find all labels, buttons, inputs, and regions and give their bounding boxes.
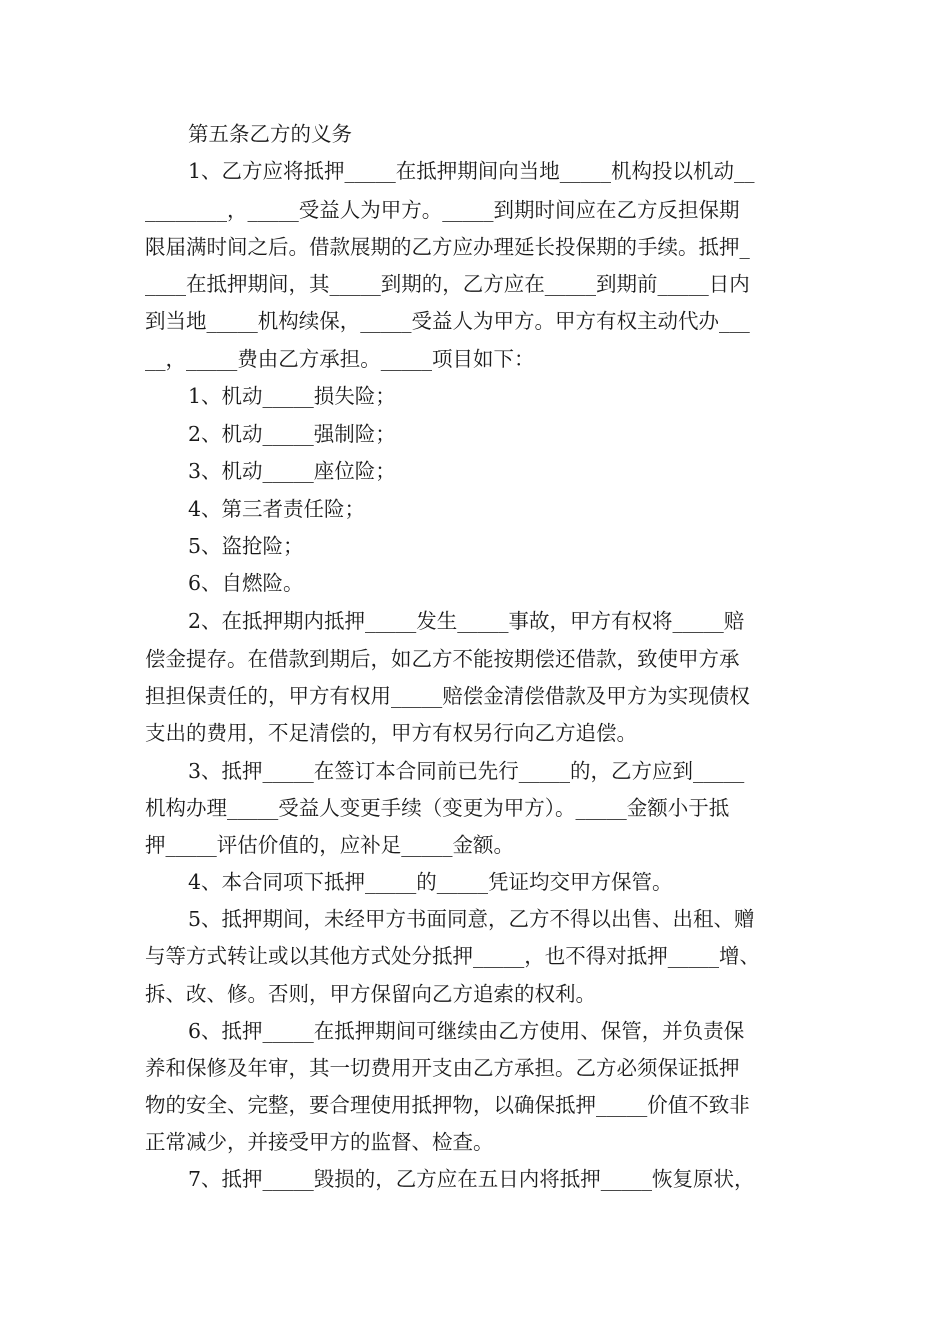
text-line: 机构办理_____受益人变更手续（变更为甲方）。_____金额小于抵: [145, 796, 730, 820]
text-line: 6、抵押_____在抵押期间可继续由乙方使用、保管，并负责保: [188, 1019, 745, 1043]
text-line: 与等方式转让或以其他方式处分抵押_____，也不得对抵押_____增、: [145, 944, 760, 968]
text-line: 支出的费用，不足清偿的，甲方有权另行向乙方追偿。: [145, 721, 637, 745]
list-item: 3、机动_____座位险；: [188, 459, 396, 483]
text-line: 限届满时间之后。借款展期的乙方应办理延长投保期的手续。抵押_: [145, 235, 750, 259]
text-line: 押_____评估价值的，应补足_____金额。: [145, 833, 514, 857]
text-line: 5、抵押期间，未经甲方书面同意，乙方不得以出售、出租、赠: [188, 907, 755, 931]
list-item: 2、机动_____强制险；: [188, 422, 396, 446]
text-line: 3、抵押_____在签订本合同前已先行_____的，乙方应到_____: [188, 759, 745, 783]
text-line: 偿金提存。在借款到期后，如乙方不能按期偿还借款，致使甲方承: [145, 647, 740, 671]
list-item: 5、盗抢险；: [188, 534, 304, 558]
text-line: 1、乙方应将抵押_____在抵押期间向当地_____机构投以机动__: [188, 159, 755, 183]
text-line: 拆、改、修。否则，甲方保留向乙方追索的权利。: [145, 982, 596, 1006]
list-item: 4、第三者责任险；: [188, 497, 366, 521]
text-line: 7、抵押_____毁损的，乙方应在五日内将抵押_____恢复原状，: [188, 1167, 755, 1191]
text-line: 养和保修及年审，其一切费用开支由乙方承担。乙方必须保证抵押: [145, 1056, 740, 1080]
text-line: 正常减少，并接受甲方的监督、检查。: [145, 1130, 494, 1154]
section-heading: 第五条乙方的义务: [188, 122, 352, 146]
text-line: __，_____费由乙方承担。_____项目如下：: [145, 347, 535, 371]
text-line: 2、在抵押期内抵押_____发生_____事故，甲方有权将_____赔: [188, 609, 745, 633]
list-item: 6、自燃险。: [188, 571, 304, 595]
text-line: 担担保责任的，甲方有权用_____赔偿金清偿借款及甲方为实现债权: [145, 684, 750, 708]
text-line: 4、本合同项下抵押_____的_____凭证均交甲方保管。: [188, 870, 673, 894]
text-line: 到当地_____机构续保，_____受益人为甲方。甲方有权主动代办___: [145, 309, 750, 333]
text-line: 物的安全、完整，要合理使用抵押物，以确保抵押_____价值不致非: [145, 1093, 750, 1117]
text-line: ________，_____受益人为甲方。_____到期时间应在乙方反担保期: [145, 198, 740, 222]
list-item: 1、机动_____损失险；: [188, 384, 396, 408]
text-line: ____在抵押期间，其_____到期的，乙方应在_____到期前_____日内: [145, 272, 750, 296]
